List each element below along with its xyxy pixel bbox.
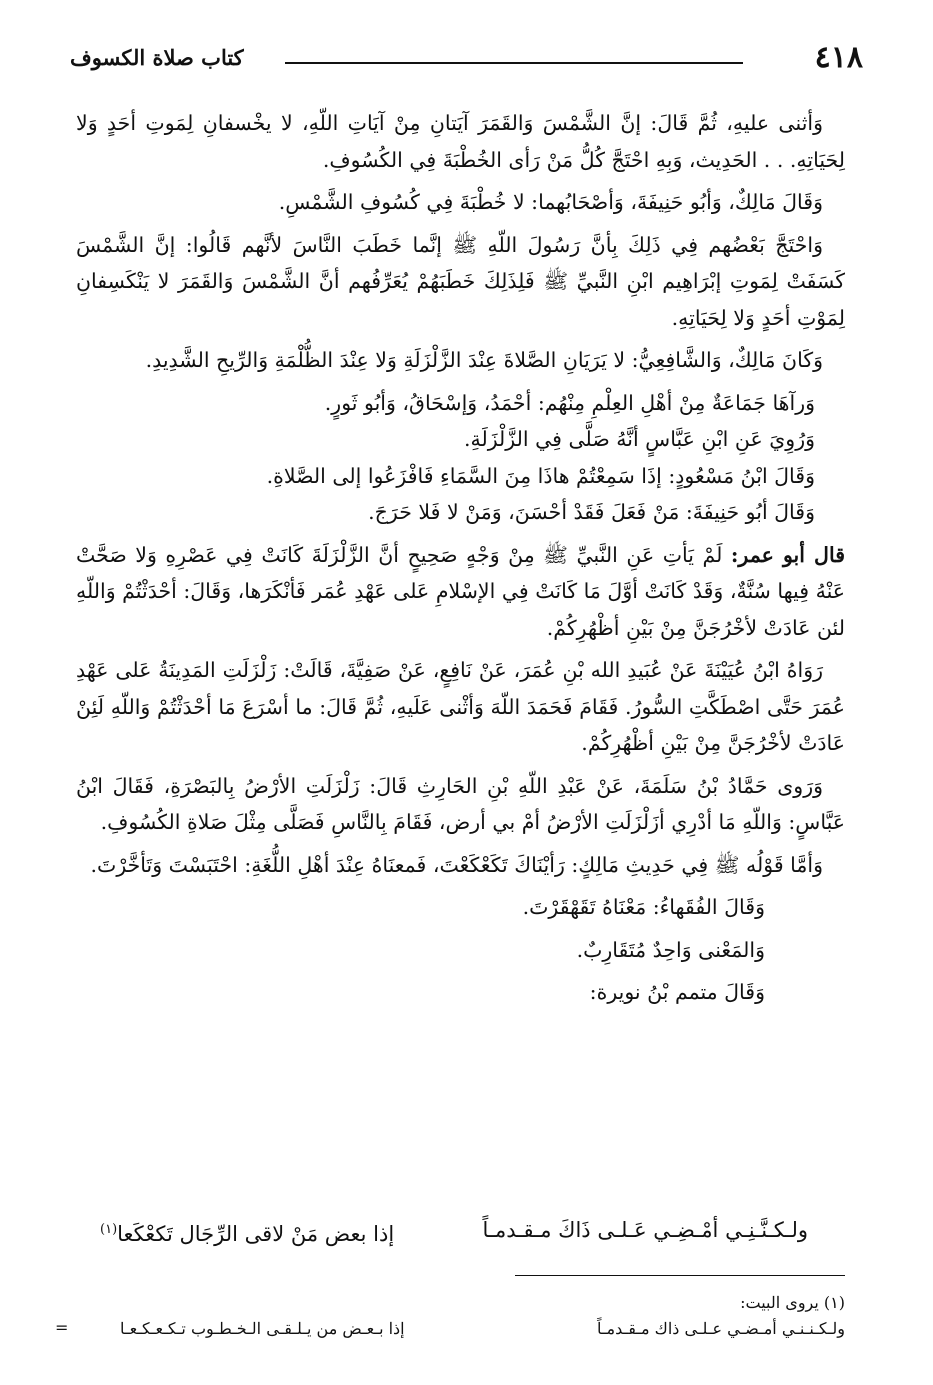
indented-line: وَقَالَ أبُو حَنِيفَةَ: مَنْ فَعَلَ فَقَدْ أحْسَنَ، وَمَنْ لا فَلا حَرَجَ. xyxy=(368,500,815,524)
abu-umar-paragraph xyxy=(76,537,845,647)
header-rule xyxy=(285,62,743,64)
indented-line: وَقَالَ الفُقَهاءُ: مَعْنَاهُ تَقَهْقَرْتَ. xyxy=(522,895,765,919)
paragraph: وَاحْتَجَّ بَعْضُهم فِي ذَلِكَ بِأنَّ رَسُولَ اللّهِ ﷺ إنَّما خَطَبَ النَّاسَ لأنَّهم قَالُوا: إنَّ الشَّمْسَ كَسَفَتْ لِمَوتِ إبْرَاهِيم ابْنِ النَّبيِّ ﷺ فَلِذَلِكَ خَطَبَهُمْ يُعَرِّفُهم أنَّ الشَّمْسَ وَالقَمَرَ لا يَنْكَسِفانِ لِمَوْتِ أحَدٍ وَلا لِحَيَاتِهِ. xyxy=(76,232,845,330)
indented-line: وَرآهَا جَمَاعَةٌ مِنْ أهْلِ العِلْمِ مِنْهُم: أحْمَدُ، وَإسْحَاقُ، وَأبُو ثَورٍ. xyxy=(324,390,815,415)
running-title: كتاب صلاة الكسوف xyxy=(70,45,244,70)
indented-line: وَقَالَ متمم بْنُ نويرة: xyxy=(589,980,765,1004)
indented-line: وَقَالَ ابْنُ مَسْعُودٍ: إذَا سَمِعْتُمْ هاذَا مِنَ السَّمَاءِ فَافْزَعُوا إلى الصَّلاةِ. xyxy=(266,463,815,488)
margin-mark: = xyxy=(55,1318,69,1337)
footnote-intro: (١) يروى البيت: xyxy=(740,1293,845,1312)
paragraph: وَقَالَ مَالِكٌ، وَأبُو حَنِيفَةَ، وَأصْحَابُهما: لا خُطْبَةَ فِي كُسُوفِ الشَّمْسِ. xyxy=(278,190,823,214)
indented-line: وَرُوِيَ عَنِ ابْنِ عَبَّاسٍ أنَّهُ صَلَّى فِي الزَّلْزَلَةِ. xyxy=(463,427,815,451)
verse-second-hemistich xyxy=(100,1212,394,1252)
paragraph: رَوَاهُ ابْنُ عُيَيْنَةَ عَنْ عُبَيدِ الله بْنِ عُمَرَ، عَنْ نَافِعٍ، عَنْ صَفِيَّةَ، قَالَتْ: زَلْزَلَتِ المَدِينَةُ عَلى عَهْدِ عُمَرَ حَتَّى اصْطَكَّتِ السُّورُ. فَقَامَ فَحَمَدَ اللّهَ وَأثْنى عَلَيهِ، ثُمَّ قَالَ: ما أسْرَعَ مَا أحْدَثْتُمْ وَاللّهِ لَئِنْ عَادَتْ لأخْرُجَنَّ مِنْ بَيْنِ أظْهُرِكُمْ. xyxy=(76,658,845,755)
main-text xyxy=(76,105,845,1017)
indented-line: وَالمَعْنى وَاحِدٌ مُتَقَارِبٌ. xyxy=(576,937,765,962)
footnote-verse xyxy=(100,1316,845,1344)
paragraph: وَأثنى عليهِ، ثُمَّ قَالَ: إنَّ الشَّمْسَ وَالقَمَرَ آيَتانِ مِنْ آيَاتِ اللّهِ، لا يخْسفانِ لِمَوتِ أحَدٍ وَلا لِحَيَاتِهِ. . . الحَدِيث، وَبِهِ احْتَجَّ كُلُّ مَنْ رَأى الخُطْبَةَ فِي الكُسُوفِ. xyxy=(76,111,845,172)
abu-umar-lead: قال أبو عمر: xyxy=(730,542,845,567)
page-number: ٤١٨ xyxy=(814,40,863,75)
page-header xyxy=(70,38,863,78)
paragraph: وَكَانَ مَالِكٌ، وَالشَّافِعِيُّ: لا يَرَيَانِ الصَّلاةَ عِنْدَ الزَّلْزَلَةِ وَلا عِنْدَ الظُّلْمَةِ وَالرِّيحِ الشَّدِيدِ. xyxy=(145,348,823,372)
verse-second-text: إذا بعض مَنْ لاقى الرِّجَال تَكعْكَعا xyxy=(117,1222,395,1246)
footnotes xyxy=(100,1290,845,1344)
footnote-second-hemistich: إذا بـعـض من يـلـقـى الـخـطـوب تـكـعـكـعـا xyxy=(120,1319,405,1338)
footnote-marker[interactable]: (١) xyxy=(100,1222,118,1237)
paragraph: وَأمَّا قَوْلُه ﷺ فِي حَدِيثِ مَالِكٍ: رَأيْنَاكَ تَكَعْكَعْتَ، فَمعنَاهُ عِنْدَ أهْلِ اللُّغَةِ: احْتَبَسْتَ وَتَأخَّرْتَ. xyxy=(90,852,823,877)
footnote-separator xyxy=(515,1275,845,1276)
footnote-first-hemistich: ولـكـنـنـي أمـضـي عـلـى ذاك مـقـدمـاً xyxy=(596,1319,845,1338)
abu-umar-text: لَمْ يَأتِ عَنِ النَّبيِّ ﷺ مِنْ وَجْهٍ صَحِيحٍ أنَّ الزَّلْزَلَةَ كَانَتْ فِي عَصْرِهِ وَلا صَحَّتْ عَنْهُ فِيها سُنَّةٌ، وَقَدْ كَانَتْ أوَّلَ مَا كَانَتْ فِي الإسْلامِ عَلى عَهْدِ عُمَر فَأنْكَرَها، وَقَالَ: أحْدَثْتُمْ وَاللّهِ لئن عَادَتْ لأخْرُجَنَّ مِنْ بَيْنِ أظْهُرِكُمْ. xyxy=(76,542,845,640)
paragraph: وَرَوى حَمَّادُ بْنُ سَلَمَةَ، عَنْ عَبْدِ اللّهِ بْنِ الحَارِثِ قَالَ: زَلْزَلَتِ الأرْضُ بِالبَصْرَةِ، فَقَالَ ابْنُ عَبَّاسٍ: وَاللّهِ مَا أدْرِي أزَلْزَلَتِ الأرْضُ أمْ بي أرض، فَقَامَ بِالنَّاسِ فَصَلَّى مِثْلَ صَلاةِ الكُسُوفِ. xyxy=(76,773,845,834)
verse-first-hemistich: ولـكـنَّـنِـي أمْـضِـي عَـلـى ذَاكَ مـقـدمـاً xyxy=(482,1218,808,1242)
poem-verse xyxy=(100,1212,808,1252)
